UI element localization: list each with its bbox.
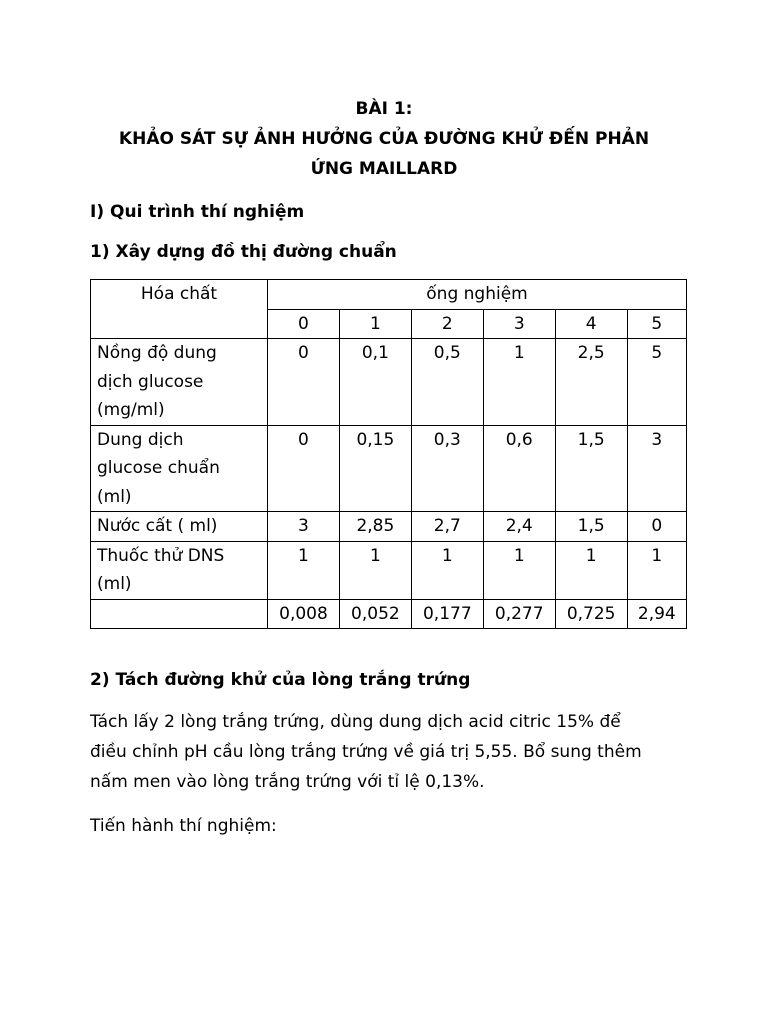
procedure-label: Tiến hành thí nghiệm: bbox=[90, 816, 277, 836]
section-heading-standard-curve: 1) Xây dựng đồ thị đường chuẩn bbox=[90, 242, 397, 262]
table-cell: 0,277 bbox=[483, 599, 555, 629]
table-cell: 0,725 bbox=[555, 599, 627, 629]
paragraph-line: nấm men vào lòng trắng trứng với tỉ lệ 0,13%. bbox=[90, 772, 485, 792]
row-label-line: (ml) bbox=[97, 486, 132, 507]
table-row bbox=[91, 425, 687, 512]
table-cell: 0,1 bbox=[339, 339, 411, 426]
row-label-line: glucose chuẩn bbox=[97, 458, 220, 478]
table-cell: 1 bbox=[483, 541, 555, 599]
standard-curve-table bbox=[90, 279, 687, 629]
table-cell: 1 bbox=[555, 541, 627, 599]
row-label bbox=[91, 339, 268, 426]
row-label bbox=[91, 512, 268, 542]
tube-number: 4 bbox=[555, 309, 627, 339]
row-label bbox=[91, 425, 268, 512]
body-paragraph bbox=[90, 707, 690, 797]
paragraph-line: Tách lấy 2 lòng trắng trứng, dùng dung dịch acid citric 15% để bbox=[90, 712, 621, 732]
document-title bbox=[100, 94, 668, 184]
row-label-line: Thuốc thử DNS bbox=[97, 545, 225, 566]
table-cell: 1 bbox=[268, 541, 340, 599]
table-cell: 0,5 bbox=[411, 339, 483, 426]
tube-number: 1 bbox=[339, 309, 411, 339]
table-cell: 2,7 bbox=[411, 512, 483, 542]
paragraph-line: điều chỉnh pH cầu lòng trắng trứng về giá trị 5,55. Bổ sung thêm bbox=[90, 742, 642, 762]
table-cell: 2,94 bbox=[627, 599, 686, 629]
table-cell: 2,4 bbox=[483, 512, 555, 542]
row-label-line: Dung dịch bbox=[97, 429, 184, 450]
tube-number: 2 bbox=[411, 309, 483, 339]
title-line-1: BÀI 1: bbox=[355, 99, 413, 119]
section-heading-reducing-sugar: 2) Tách đường khử của lòng trắng trứng bbox=[90, 670, 471, 690]
section-heading-procedure: I) Qui trình thí nghiệm bbox=[90, 202, 305, 222]
table-cell: 1 bbox=[411, 541, 483, 599]
table-cell: 1,5 bbox=[555, 425, 627, 512]
title-line-2: KHẢO SÁT SỰ ẢNH HƯỞNG CỦA ĐƯỜNG KHỬ ĐẾN PHẢN bbox=[118, 129, 650, 149]
table-cell: 0 bbox=[268, 339, 340, 426]
row-label-line: (ml) bbox=[97, 574, 132, 594]
table-cell: 2,85 bbox=[339, 512, 411, 542]
table-cell: 0,6 bbox=[483, 425, 555, 512]
table-row bbox=[91, 599, 687, 629]
row-label bbox=[91, 541, 268, 599]
table-row bbox=[91, 541, 687, 599]
header-chemical: Hóa chất bbox=[91, 280, 268, 339]
table-cell: 2,5 bbox=[555, 339, 627, 426]
tube-number: 3 bbox=[483, 309, 555, 339]
table-cell: 3 bbox=[627, 425, 686, 512]
table-cell: 0,052 bbox=[339, 599, 411, 629]
row-label-line: Nồng độ dung bbox=[97, 343, 217, 363]
row-label-line: Nước cất ( ml) bbox=[97, 516, 218, 536]
table-cell: 0,15 bbox=[339, 425, 411, 512]
table-header-row bbox=[91, 280, 687, 310]
table-row bbox=[91, 339, 687, 426]
header-test-tubes: ống nghiệm bbox=[268, 280, 687, 310]
table-cell: 3 bbox=[268, 512, 340, 542]
table-cell: 1 bbox=[483, 339, 555, 426]
table-cell: 0 bbox=[627, 512, 686, 542]
table-cell: 1 bbox=[339, 541, 411, 599]
row-label-line: (mg/ml) bbox=[97, 400, 165, 420]
table-cell: 0,177 bbox=[411, 599, 483, 629]
table-cell: 5 bbox=[627, 339, 686, 426]
row-label bbox=[91, 599, 268, 629]
table-cell: 1 bbox=[627, 541, 686, 599]
table-cell: 0,008 bbox=[268, 599, 340, 629]
title-line-3: ỨNG MAILLARD bbox=[310, 159, 458, 179]
table-cell: 0,3 bbox=[411, 425, 483, 512]
table-cell: 0 bbox=[268, 425, 340, 512]
tube-number: 5 bbox=[627, 309, 686, 339]
row-label-line: dịch glucose bbox=[97, 371, 204, 392]
table-row bbox=[91, 512, 687, 542]
table-cell: 1,5 bbox=[555, 512, 627, 542]
tube-number: 0 bbox=[268, 309, 340, 339]
